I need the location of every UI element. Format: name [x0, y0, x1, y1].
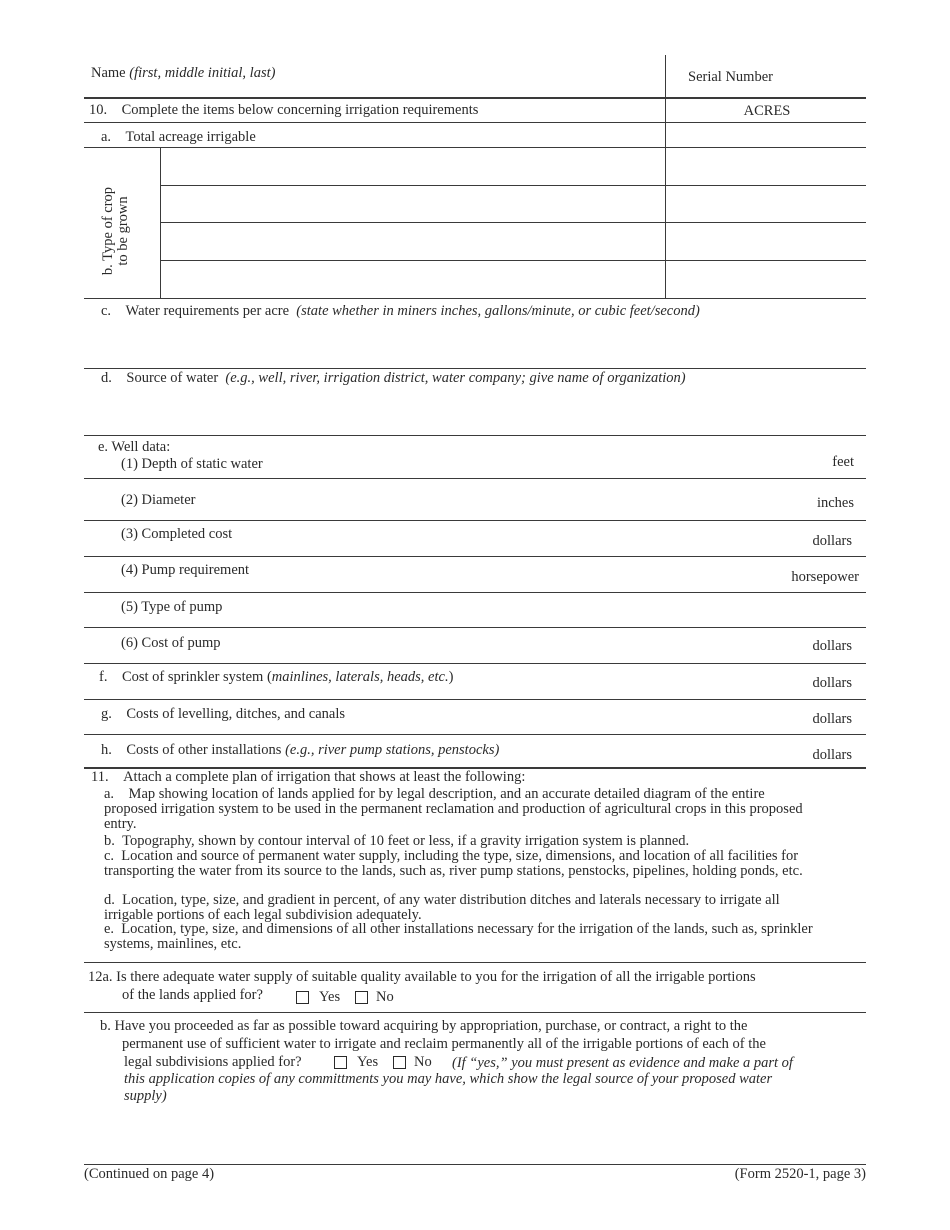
name-hint: (first, middle initial, last)	[129, 65, 276, 81]
water-requirements-hint: (state whether in miners inches, gallons/minute, or cubic feet/second)	[296, 303, 700, 319]
form-id: (Form 2520-1, page 3)	[734, 1166, 866, 1182]
feet-unit: feet	[832, 454, 854, 470]
crop-type-label	[101, 166, 133, 296]
crop-type-label-line2: to be grown	[115, 196, 131, 266]
item-11-a: a. Map showing location of lands applied for by legal description, and an accurate detailed diagram of the entire proposed irrigation system to be used in the permanent reclamation and production of agricultural crops in this proposed entry.	[104, 786, 803, 832]
sprinkler-cost-label	[99, 669, 453, 686]
water-source-hint: (e.g., well, river, irrigation district, water company; give name of organization)	[225, 370, 686, 386]
diameter-field[interactable]	[300, 482, 800, 516]
horsepower-unit: horsepower	[791, 569, 859, 585]
item-12a-yes-checkbox[interactable]	[296, 991, 309, 1004]
item-12b-note-line2: this application copies of any committments you may have, which show the legal source of your proposed water	[124, 1071, 773, 1087]
pump-cost-unit: dollars	[812, 638, 852, 654]
levelling-cost-label: g. Costs of levelling, ditches, and canals	[101, 706, 346, 722]
item-11-label: 11. Attach a complete plan of irrigation that shows at least the following:	[91, 769, 526, 785]
pump-cost-field[interactable]	[300, 630, 800, 660]
name-field[interactable]	[86, 55, 662, 95]
crop-3-field[interactable]	[163, 224, 661, 258]
water-requirements-label	[101, 303, 700, 320]
item-11-d: d. Location, type, size, and gradient in percent, of any water distribution ditches and laterals necessary to irrigate all irrigable portions of each legal subdivision adequately.	[104, 892, 780, 923]
sprinkler-cost-unit: dollars	[812, 675, 852, 691]
item-11-b: b. Topography, shown by contour interval of 10 feet or less, if a gravity irrigation system is planned.	[104, 833, 690, 849]
water-source-label	[101, 370, 686, 387]
other-installations-field[interactable]	[530, 738, 800, 766]
item-12b-no-label: No	[414, 1054, 432, 1070]
item-11-c: c. Location and source of permanent water supply, including the type, size, dimensions, and location of all facilities for transporting the water from its source to the lands, such as, river pump stations, penstocks, pipelines, holding ponds, etc.	[104, 848, 803, 879]
levelling-cost-field[interactable]	[400, 702, 800, 732]
total-acreage-field[interactable]	[668, 124, 866, 146]
other-installations-label	[101, 742, 499, 759]
sprinkler-cost-text: f. Cost of sprinkler system (	[99, 669, 272, 685]
continued-note: (Continued on page 4)	[84, 1166, 215, 1182]
item-12b-line1: b. Have you proceeded as far as possible toward acquiring by appropriation, purchase, or contract, a right to the	[100, 1018, 748, 1034]
well-data-label: e. Well data:	[98, 439, 171, 455]
crop-2-acres-field[interactable]	[668, 187, 866, 220]
other-installations-unit: dollars	[812, 747, 852, 763]
name-label-text: Name	[91, 65, 126, 81]
item-12b-note-line1: (If “yes,” you must present as evidence and make a part of	[452, 1055, 793, 1071]
water-source-text: d. Source of water	[101, 370, 219, 386]
serial-number-label: Serial Number	[688, 69, 773, 85]
item-12a-no-label: No	[376, 989, 394, 1005]
crop-1-field[interactable]	[163, 149, 661, 183]
item-12b-no-checkbox[interactable]	[393, 1056, 406, 1069]
item-12b-note-line3: supply)	[124, 1088, 167, 1104]
inches-unit: inches	[816, 495, 854, 511]
diameter-label: (2) Diameter	[121, 492, 196, 508]
item-12b-yes-label: Yes	[357, 1054, 379, 1070]
levelling-cost-unit: dollars	[812, 711, 852, 727]
item-10-label: 10. Complete the items below concerning irrigation requirements	[89, 102, 479, 118]
item-12b-yes-checkbox[interactable]	[334, 1056, 347, 1069]
pump-type-label: (5) Type of pump	[121, 599, 223, 615]
pump-requirement-label: (4) Pump requirement	[121, 562, 250, 578]
item-12a-no-checkbox[interactable]	[355, 991, 368, 1004]
pump-type-field[interactable]	[260, 595, 860, 624]
acres-header: ACRES	[743, 103, 791, 119]
completed-cost-label: (3) Completed cost	[121, 526, 233, 542]
static-water-depth-label: (1) Depth of static water	[121, 456, 263, 472]
item-11-e: e. Location, type, size, and dimensions of all other installations necessary for the irrigation of the lands, such as, sprinkler systems, mainlines, etc.	[104, 921, 813, 952]
sprinkler-cost-field[interactable]	[480, 666, 800, 696]
water-requirements-text: c. Water requirements per acre	[101, 303, 290, 319]
sprinkler-cost-hint: mainlines, laterals, heads, etc.	[271, 669, 449, 685]
item-12b-line2: permanent use of sufficient water to irrigate and reclaim permanently all of the irrigable portions of each of the	[122, 1036, 766, 1052]
crop-4-acres-field[interactable]	[668, 262, 866, 296]
crop-2-field[interactable]	[163, 187, 661, 220]
item-12b-line3: legal subdivisions applied for?	[124, 1054, 302, 1070]
other-installations-text: h. Costs of other installations	[101, 742, 282, 758]
other-installations-hint: (e.g., river pump stations, penstocks)	[285, 742, 500, 758]
completed-cost-unit: dollars	[812, 533, 852, 549]
crop-1-acres-field[interactable]	[668, 149, 866, 183]
pump-cost-label: (6) Cost of pump	[121, 635, 221, 651]
crop-type-label-line1: b. Type of crop	[100, 186, 116, 276]
pump-requirement-field[interactable]	[300, 559, 780, 589]
crop-4-field[interactable]	[163, 262, 661, 296]
sprinkler-cost-close: )	[448, 669, 454, 685]
completed-cost-field[interactable]	[300, 523, 800, 553]
water-source-field[interactable]	[86, 390, 864, 433]
item-12a-line2: of the lands applied for?	[122, 987, 263, 1003]
item-12a-line1: 12a. Is there adequate water supply of suitable quality available to you for the irrigation of all the irrigable portions	[88, 969, 756, 985]
total-acreage-label: a. Total acreage irrigable	[101, 129, 256, 145]
water-requirements-field[interactable]	[86, 322, 864, 366]
serial-number-field[interactable]	[668, 55, 866, 95]
crop-3-acres-field[interactable]	[668, 224, 866, 258]
item-12a-yes-label: Yes	[319, 989, 341, 1005]
static-water-depth-field[interactable]	[300, 452, 800, 474]
